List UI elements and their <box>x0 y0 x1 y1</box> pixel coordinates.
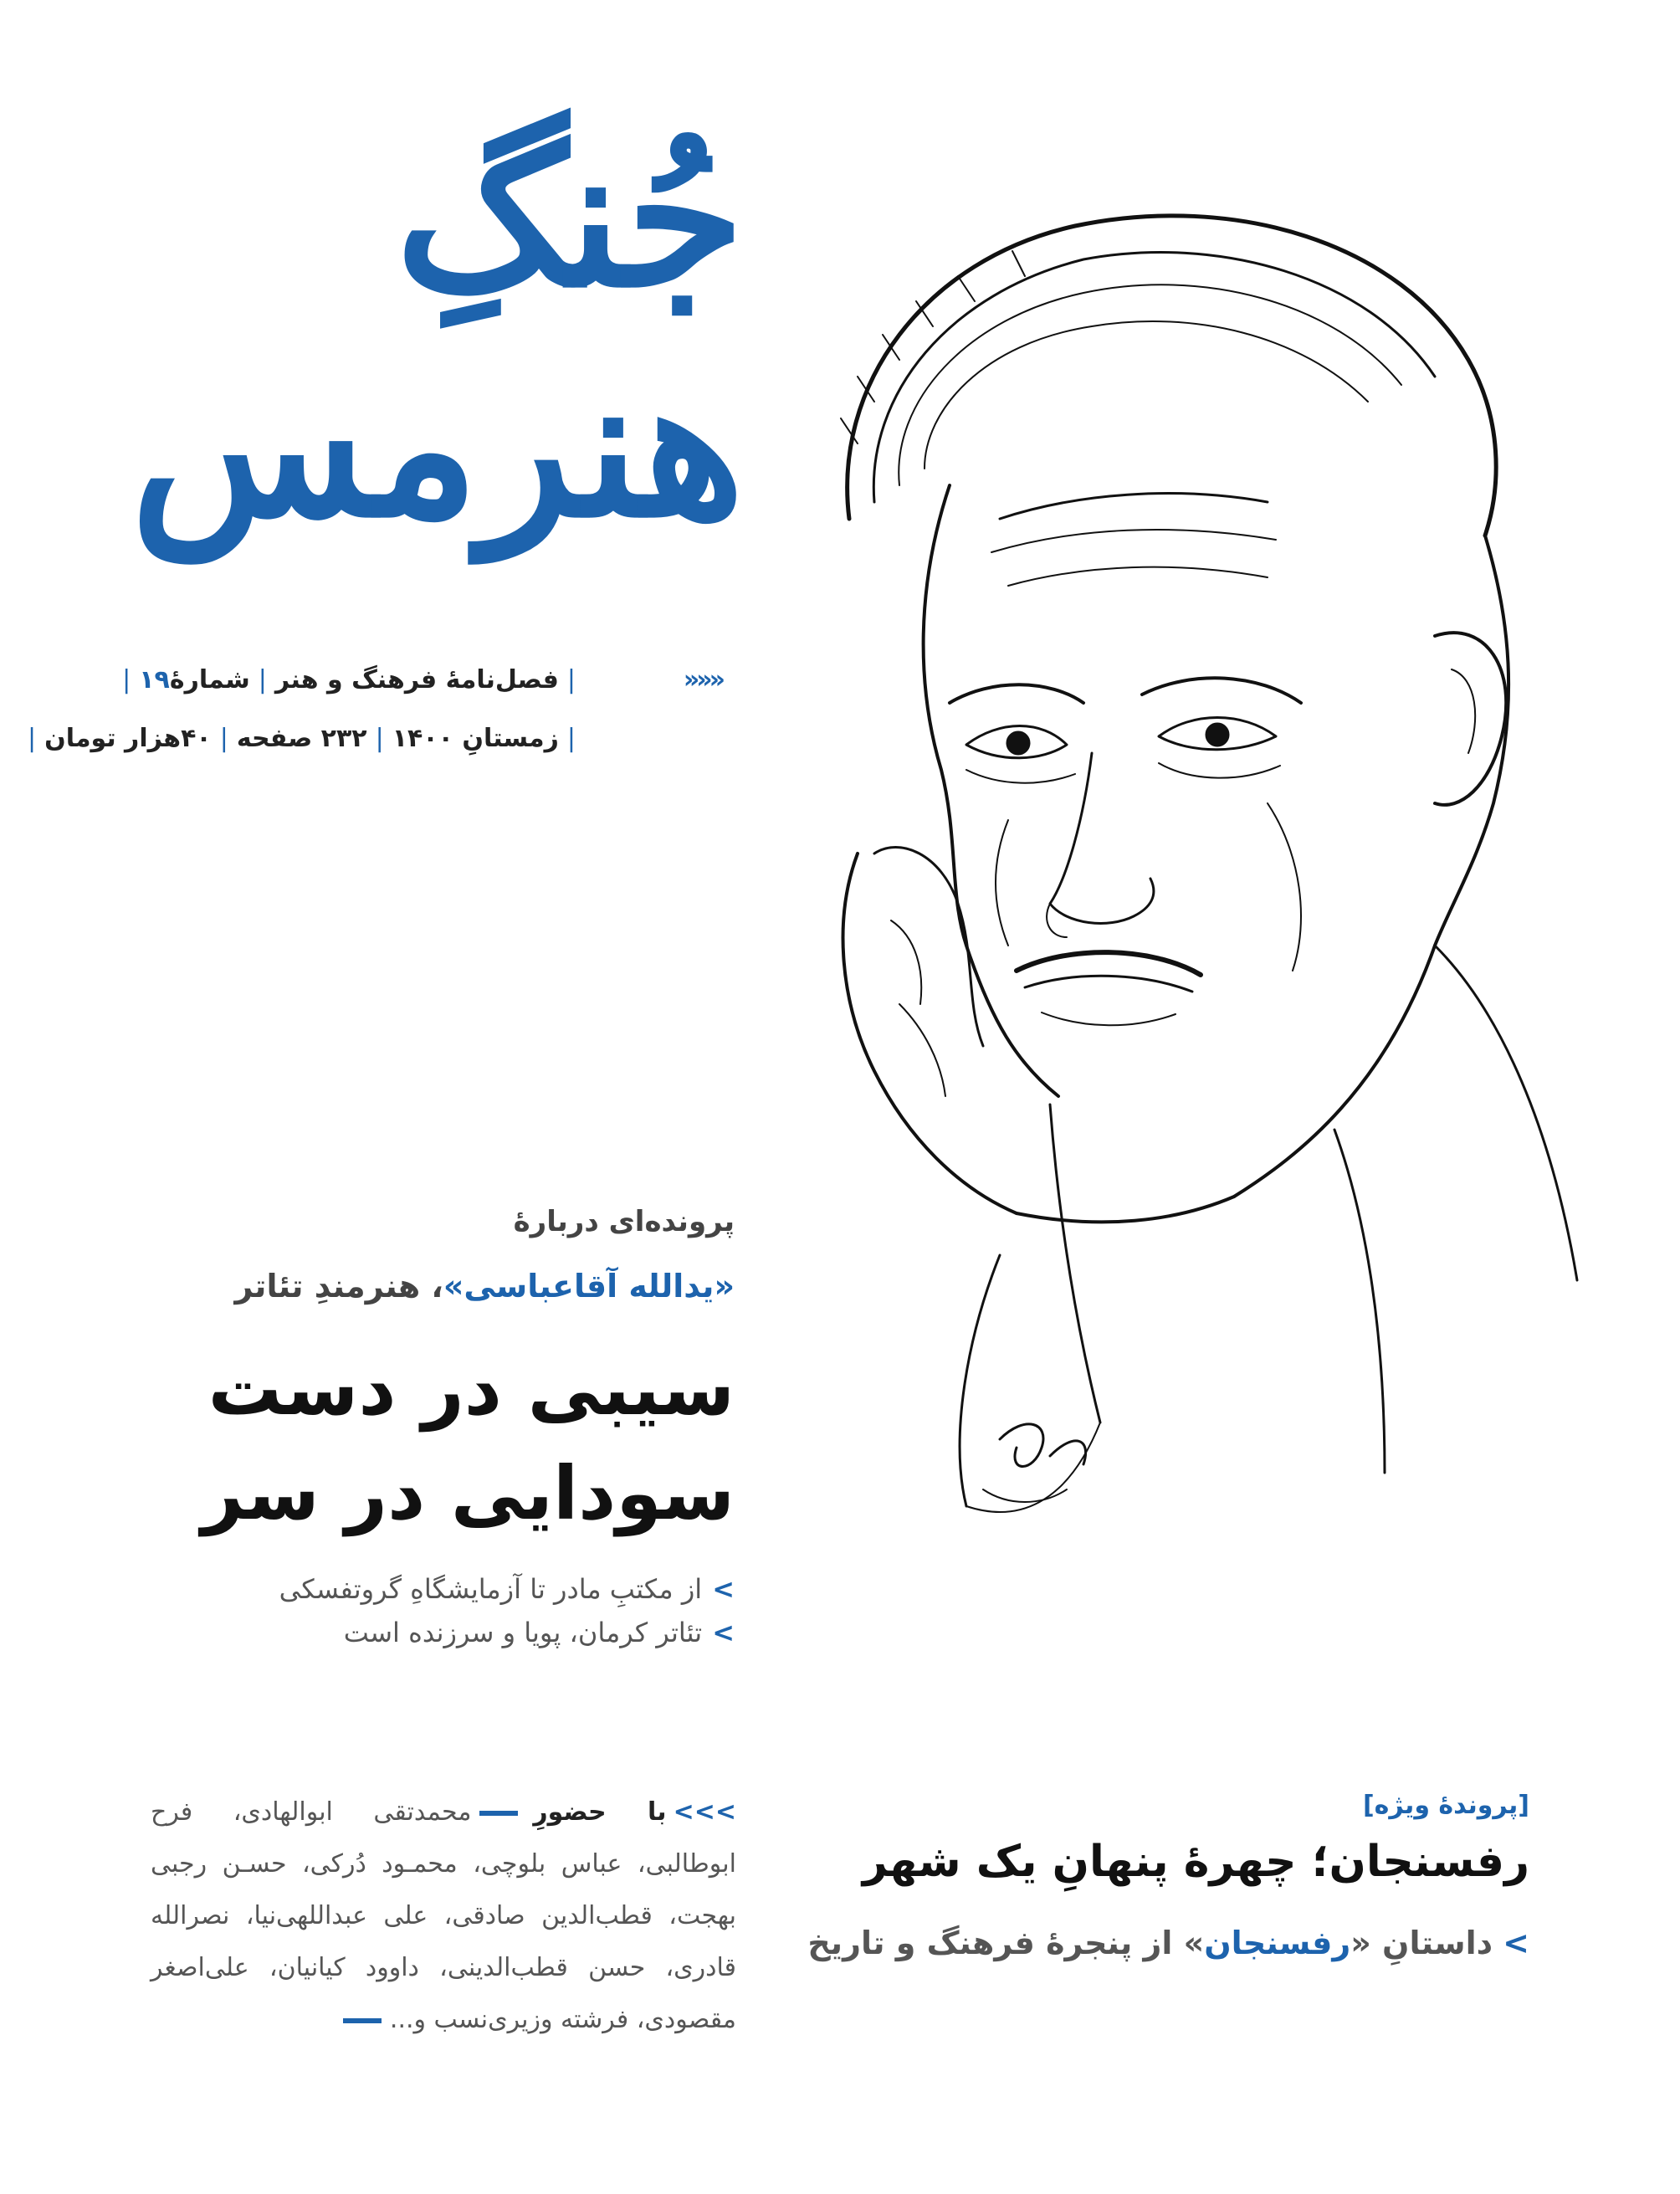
bullet-arrow-icon: > <box>712 1573 735 1605</box>
periodical-type: فصل‌نامۀ فرهنگ و هنر <box>274 665 559 695</box>
contributors-block <box>151 1786 736 2046</box>
masthead-logo <box>130 100 745 602</box>
feature-bullet: >تئاتر کرمان، پویا و سرزنده است <box>343 1617 735 1648</box>
issue-info-line1: |فصل‌نامۀ فرهنگ و هنر|شمارۀ۱۹| <box>122 665 576 695</box>
feature-headline-line2: سودایی در سر <box>201 1450 735 1536</box>
feature-subject <box>235 1268 735 1305</box>
dash-divider <box>479 1811 518 1816</box>
feature-subject-name: «یدالله آقاعباسی» <box>443 1268 735 1305</box>
season: زمستانِ ۱۴۰۰ <box>392 724 559 753</box>
price: ۴۰هزار تومان <box>44 724 212 753</box>
arrows-icon: >>> <box>673 1797 736 1827</box>
bullet-arrow-icon: > <box>1503 1925 1529 1961</box>
feature-headline-line1: سیبی در دست <box>207 1346 735 1432</box>
arrows-icon: ««« <box>683 665 722 695</box>
issue-label: شمارۀ <box>169 665 250 695</box>
bullet-arrow-icon: > <box>712 1617 735 1648</box>
feature-subject-role: ، هنرمندِ تئاتر <box>234 1268 443 1305</box>
feature-kicker: پرونده‌ای دربارۀ <box>513 1205 735 1238</box>
dash-divider <box>343 2018 382 2023</box>
portrait-sketch-illustration <box>799 167 1594 1657</box>
page-count: ۲۳۲ صفحه <box>236 724 367 753</box>
contributors-names: محمدتقی ابوالهادی، فرح ابوطالبی، عباس بلوچی، محمـود دُرکی، حسـن رجبی بهجت، قطب‌الدین صادقی، علی عبداللهی‌نیا، نصرالله قادری، حسن قطب‌الدینی، داوود کیانیان، علی‌اصغر مقصودی، فرشته وزیری‌نسب و... <box>151 1797 736 2034</box>
issue-number: ۱۹ <box>139 665 170 695</box>
masthead-title-line2: هنرمس <box>130 335 745 561</box>
issue-info-line2: |زمستانِ ۱۴۰۰|۲۳۲ صفحه|۴۰هزار تومان| <box>27 724 576 753</box>
special-file-subtitle: >داستانِ «رفسنجان» از پنجرۀ فرهنگ و تاریخ <box>807 1925 1529 1961</box>
contributors-label: با حضورِ <box>533 1797 667 1827</box>
special-file-tag: [پروندۀ ویژه] <box>1362 1791 1529 1820</box>
special-file-title: رفسنجان؛ چهرۀ پنهانِ یک شهر <box>862 1837 1529 1887</box>
masthead-title-line1: جُنگِ <box>395 105 745 331</box>
special-place-name: رفسنجان <box>1204 1925 1351 1961</box>
feature-bullet: >از مکتبِ مادر تا آزمایشگاهِ گروتفسکی <box>279 1573 735 1605</box>
